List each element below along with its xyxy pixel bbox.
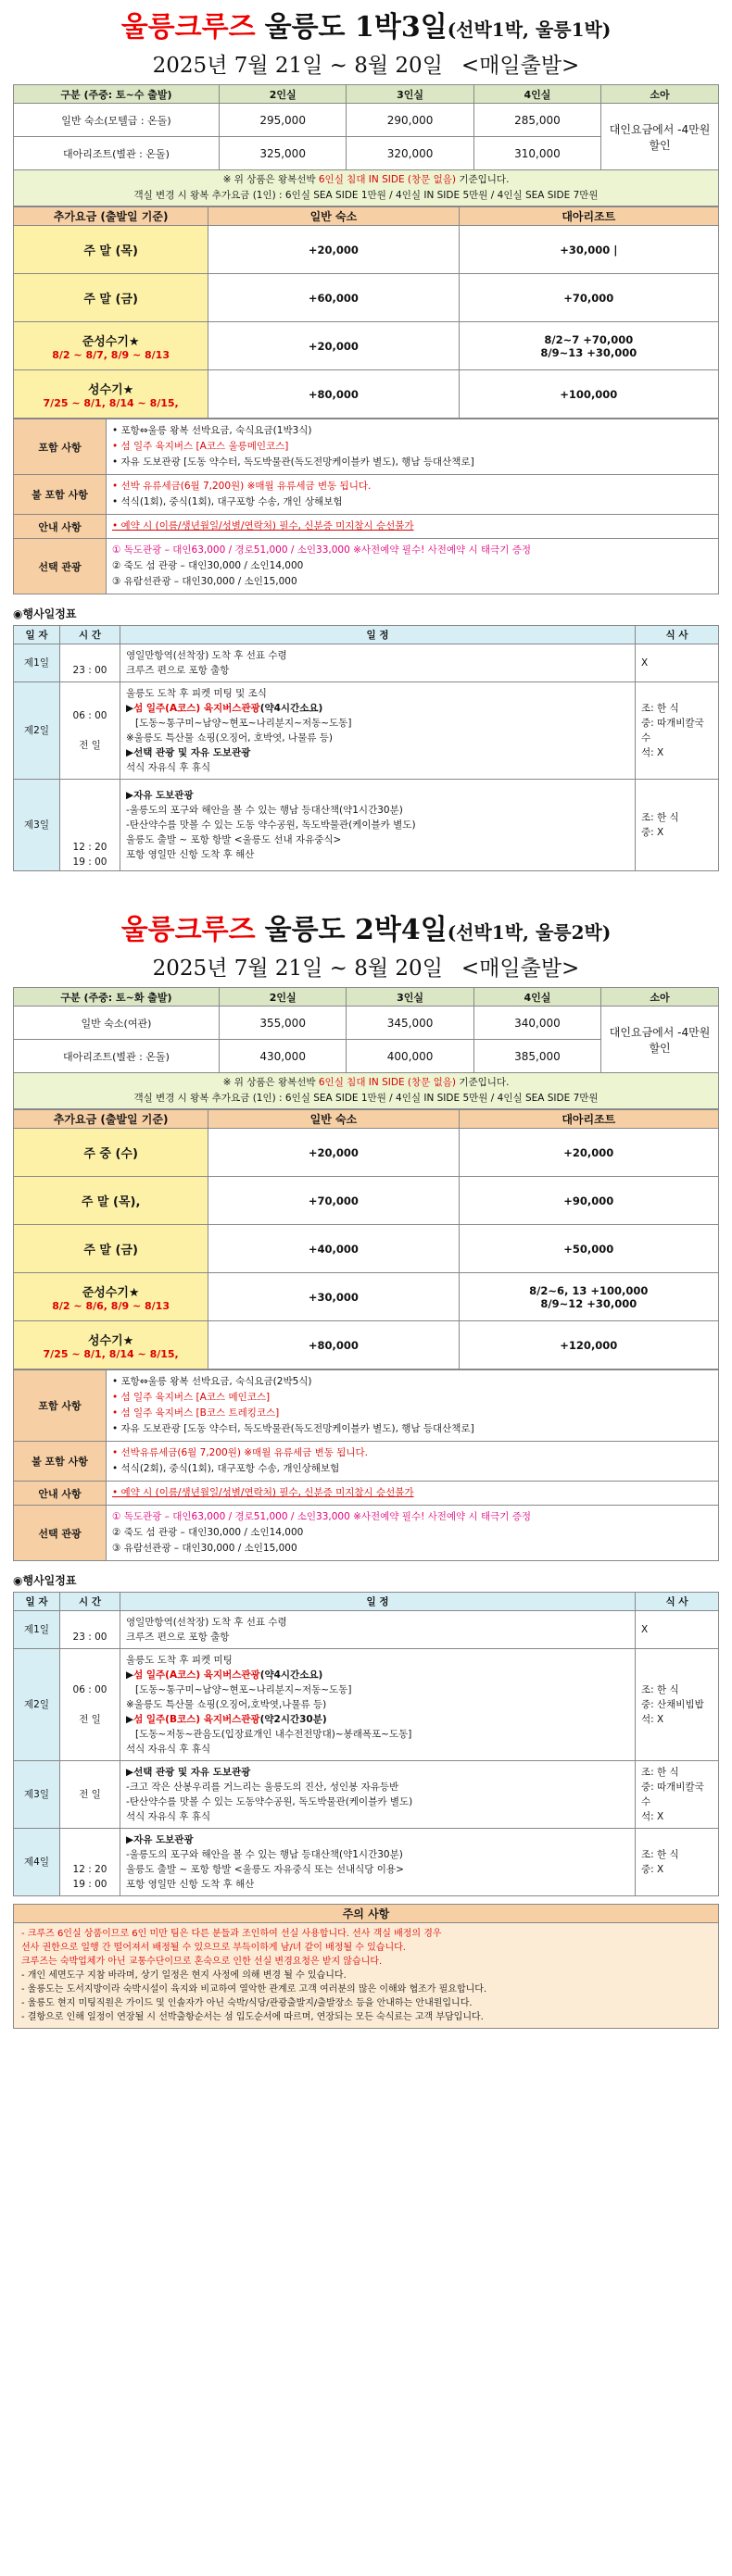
resort-surcharge [459,1321,718,1369]
surcharge-row [14,1225,719,1273]
schedule-table [13,625,719,871]
plan-line: 울릉도 출발 ~ 포항 항발 <울릉도 자유중식 또는 선내식당 이용> [126,1864,404,1875]
exclude-list [107,1442,719,1482]
period-label [14,226,208,274]
room-type: 대아리조트(별관 : 온돌) [14,1040,220,1073]
surcharge-row [14,322,719,370]
resort-line: 8/2~6, 13 +100,000 [529,1283,649,1297]
price-2: 355,000 [219,1007,346,1040]
plan-line: -울릉도의 포구와 해안을 볼 수 있는 행남 등대산책(약1시간30분) [126,805,403,816]
plan-line: ※울릉도 특산물 쇼핑(오징어, 호박엿, 나물류 등) [126,732,333,744]
option-item: ② 죽도 섬 관광 – 대인30,000 / 소인14,000 [112,560,304,571]
room-type: 일반 숙소(여관) [14,1007,220,1040]
day-meal: 조: 한 식 중: X [636,780,719,871]
price-header-cell: 4인실 [473,988,600,1007]
price-header-cell: 구분 (주중: 토~수 출발) [14,85,220,104]
plan-line: 울릉도 도착 후 피켓 미팅 및 조식 [126,688,267,699]
include-item: • 섬 일주 육지버스 [B코스 트레킹코스] [112,1407,280,1419]
schedule-row [14,1649,719,1761]
day-label: 제3일 [14,780,60,871]
schedule-row [14,1829,719,1896]
price-3: 320,000 [347,137,473,170]
price-3: 290,000 [347,104,473,137]
guide-label: 안내 사항 [14,1482,107,1506]
include-item: • 자유 도보관광 [도동 약수터, 독도박물관(독도전망케이블카 별도), 행남 등대산책로] [112,1423,474,1434]
period-label [14,274,208,322]
price-4: 385,000 [473,1040,600,1073]
plan-line: 포항 영일만 신항 도착 후 해산 [126,1879,255,1890]
exclude-item: • 선박 유류세금(6월 7,200원) ※매월 유류세금 변동 됩니다. [112,481,372,492]
plan-line: [도동~저동~관음도(입장료개인 내수전전망대)~봉래폭포~도동] [126,1729,412,1740]
period-name: 주 말 (목), [81,1195,141,1209]
child-note: 대인요금에서 -4만원 할인 [601,1007,719,1073]
include-item: • 포항⇔울릉 왕복 선박요금, 숙식요금(1박3식) [112,425,312,436]
schedule-header: 식 사 [636,626,719,644]
schedule-header: 식 사 [636,1593,719,1611]
plan-line: 영일만항역(선착장) 도착 후 선표 수령 [126,1617,287,1628]
period-name: 주 말 (목) [83,244,138,258]
surcharge-row [14,1273,719,1321]
price-2: 295,000 [219,104,346,137]
price-header-cell: 소아 [601,988,719,1007]
surcharge-row [14,1177,719,1225]
page-title [13,11,719,44]
include-list [107,419,719,475]
schedule-header: 일 정 [120,626,636,644]
schedule-row [14,1761,719,1829]
period-name: 성수기★ [87,1333,134,1348]
notice-post: 기준입니다. [456,174,510,185]
schedule-title: ◉행사일정표 [13,1574,77,1587]
caution-title: 주의 사항 [14,1905,718,1923]
option-label: 선택 관광 [14,1506,107,1561]
notice-surcharge: 객실 변경 시 왕복 추가요금 (1인) : 6인실 SEA SIDE 1만원 / 4인실 IN SIDE 5만원 / 4인실 SEA SIDE 7만원 [133,1093,599,1104]
price-4: 285,000 [473,104,600,137]
price-table [13,84,719,206]
exclude-item: • 석식(1회), 중식(1회), 대구포항 수송, 개인 상해보험 [112,496,343,507]
day-time: 23 : 00 [60,644,120,682]
resort-line: +70,000 [563,291,614,305]
day-time: 23 : 00 [60,1611,120,1649]
child-note: 대인요금에서 -4만원 할인 [601,104,719,170]
include-item: • 섬 일주 육지버스 [A코스 메인코스] [112,1392,271,1403]
day-label: 제1일 [14,1611,60,1649]
plan-line: [도동~통구미~남양~현포~나리분지~저동~도동] [126,718,352,729]
price-3: 400,000 [347,1040,473,1073]
schedule-title: ◉행사일정표 [13,607,77,620]
info-table [13,419,719,594]
resort-line: +30,000 | [560,243,618,256]
plan-line: ▶섬 일주(A코스) 육지버스관광(약4시간소요) [126,1669,323,1681]
resort-line: +100,000 [560,387,618,401]
option-list [107,539,719,594]
plan-line: 영일만항역(선착장) 도착 후 선표 수령 [126,650,287,661]
day-meal: 조: 한 식 중: 따개비칼국수 석: X [636,1761,719,1829]
date-range-text: 2025년 7월 21일 ~ 8월 20일 [152,54,443,78]
period-label [14,1129,208,1177]
day-plan [120,780,636,871]
resort-line: +90,000 [563,1194,614,1207]
general-surcharge: +20,000 [208,1129,459,1177]
price-table [13,987,719,1109]
price-header-cell: 3인실 [347,988,473,1007]
exclude-label: 불 포함 사항 [14,1442,107,1482]
plan-line: ▶섬 일주(A코스) 육지버스관광(약4시간소요) [126,703,323,714]
schedule-header: 시 간 [60,626,120,644]
day-meal: X [636,644,719,682]
exclude-label: 불 포함 사항 [14,475,107,515]
surcharge-row [14,274,719,322]
period-name: 주 말 (금) [83,293,138,306]
brand-name: 울릉크루즈 [120,914,256,946]
include-label: 포함 사항 [14,1370,107,1442]
plan-line: ※울릉도 특산물 쇼핑(오징어,호박엿,나물류 등) [126,1699,327,1710]
day-plan [120,1649,636,1761]
surcharge-header: 일반 숙소 [208,1110,459,1129]
notice-post: 기준입니다. [456,1077,510,1088]
include-label: 포함 사항 [14,419,107,475]
price-header-cell: 2인실 [219,988,346,1007]
brand-name: 울릉크루즈 [120,11,256,44]
resort-surcharge [459,1225,718,1273]
notice-surcharge: 객실 변경 시 왕복 추가요금 (1인) : 6인실 SEA SIDE 1만원 / 4인실 IN SIDE 5만원 / 4인실 SEA SIDE 7만원 [133,190,599,201]
exclude-item: • 석식(2회), 중식(1회), 대구포항 수송, 개인상해보험 [112,1463,340,1474]
room-type: 대아리조트(별관 : 온돌) [14,137,220,170]
surcharge-row [14,226,719,274]
resort-surcharge [459,1273,718,1321]
schedule-header: 일 자 [14,1593,60,1611]
room-type: 일반 숙소(모텔급 : 온돌) [14,104,220,137]
general-surcharge: +80,000 [208,1321,459,1369]
day-plan [120,644,636,682]
general-surcharge: +20,000 [208,226,459,274]
price-header-cell: 소아 [601,85,719,104]
resort-surcharge [459,1177,718,1225]
period-label [14,1273,208,1321]
caution-line: 크루즈는 숙박업체가 아닌 교통수단이므로 혼숙으로 인한 선실 변경요청은 받지 않습니다. [21,1957,383,1967]
resort-line: +50,000 [563,1242,614,1256]
exclude-item: • 선박유류세금(6월 7,200원) ※매월 유류세금 변동 됩니다. [112,1447,369,1458]
plan-line: ▶선택 관광 및 자유 도보관광 [126,1767,251,1778]
day-plan [120,1611,636,1649]
plan-line: [도동~통구미~남양~현포~나리분지~저동~도동] [126,1684,352,1695]
guide-item: • 예약 시 (이름/생년월일/성별/연락처) 필수, 신분증 미지참시 승선불가 [112,1487,414,1498]
price-2: 430,000 [219,1040,346,1073]
date-range [13,951,719,982]
caution-line: - 크루즈 6인실 상품이므로 6인 미만 팀은 다른 분들과 조인하여 선실 사용합니다. 선사 객실 배정의 경우 [21,1929,442,1939]
day-time: 전 일 [60,1761,120,1829]
period-name: 주 말 (금) [83,1244,138,1257]
price-row [14,1007,719,1040]
caution-box [13,1904,719,2029]
period-label [14,322,208,370]
daily-departure: <매일출발> [461,957,580,981]
resort-line: 8/9~12 +30,000 [540,1296,637,1310]
option-item: ③ 유람선관광 – 대인30,000 / 소인15,000 [112,1543,297,1554]
notice [14,170,719,206]
schedule-header: 일 자 [14,626,60,644]
day-time: 12 : 20 19 : 00 [60,780,120,871]
plan-line: ▶선택 관광 및 자유 도보관광 [126,747,251,758]
option-item: ② 죽도 섬 관광 – 대인30,000 / 소인14,000 [112,1527,304,1538]
period-dates: 8/2 ~ 8/7, 8/9 ~ 8/13 [52,348,170,361]
exclude-list [107,475,719,515]
price-2: 325,000 [219,137,346,170]
guide-text [107,515,719,539]
period-dates: 7/25 ~ 8/1, 8/14 ~ 8/15, [43,1347,179,1360]
resort-surcharge [459,226,718,274]
plan-line: -크고 작은 산봉우리를 거느리는 울릉도의 진산, 성인봉 자유등반 [126,1782,399,1793]
surcharge-header: 추가요금 (출발일 기준) [14,1110,208,1129]
notice-pre: ※ 위 상품은 왕복선박 [222,174,319,185]
period-label [14,1225,208,1273]
period-label [14,1177,208,1225]
plan-line: 크루즈 편으로 포항 출항 [126,1632,230,1643]
plan-line: 포항 영일만 신항 도착 후 해산 [126,849,255,860]
period-dates: 7/25 ~ 8/1, 8/14 ~ 8/15, [43,396,179,409]
info-table [13,1369,719,1561]
plan-line: ▶자유 도보관광 [126,1834,194,1845]
include-list [107,1370,719,1442]
option-item: ① 독도관광 – 대인63,000 / 경로51,000 / 소인33,000 ※사전예약 필수! 사전예약 시 태극기 증정 [112,544,532,556]
surcharge-header: 추가요금 (출발일 기준) [14,207,208,226]
plan-line: ▶자유 도보관광 [126,790,194,801]
day-meal: 조: 한 식 중: X [636,1829,719,1896]
price-4: 340,000 [473,1007,600,1040]
schedule-row [14,1611,719,1649]
tour-title: 울릉도 1박3일 [264,11,448,44]
day-meal: X [636,1611,719,1649]
price-3: 345,000 [347,1007,473,1040]
price-header-cell: 3인실 [347,85,473,104]
plan-line: 크루즈 편으로 포항 출항 [126,665,230,676]
notice-red: 6인실 침대 IN SIDE (창문 없음) [318,1077,457,1088]
day-label: 제2일 [14,1649,60,1761]
guide-item: • 예약 시 (이름/생년월일/성별/연락처) 필수, 신분증 미지참시 승선불가 [112,520,414,531]
plan-line: 석식 자유식 후 휴식 [126,1744,211,1755]
page-title [13,914,719,947]
include-item: • 자유 도보관광 [도동 약수터, 독도박물관(독도전망케이블카 별도), 행남 등대산책로] [112,456,474,468]
surcharge-table [13,206,719,419]
notice [14,1073,719,1109]
day-time: 06 : 00 전 일 [60,682,120,780]
caution-line: - 결항으로 인해 일정이 연장될 시 선박출항순서는 섬 입도순서에 따르며, 연장되는 모든 숙식료는 고객 부담입니다. [21,2012,484,2022]
schedule-row [14,682,719,780]
period-label [14,1321,208,1369]
day-label: 제4일 [14,1829,60,1896]
period-label [14,370,208,419]
resort-line: +120,000 [560,1338,618,1352]
guide-label: 안내 사항 [14,515,107,539]
surcharge-header: 일반 숙소 [208,207,459,226]
period-name: 성수기★ [87,382,134,397]
general-surcharge: +40,000 [208,1225,459,1273]
plan-line: -울릉도의 포구와 해안을 볼 수 있는 행남 등대산책(약1시간30분) [126,1849,403,1860]
day-label: 제3일 [14,1761,60,1829]
period-name: 주 중 (수) [83,1147,138,1161]
price-4: 310,000 [473,137,600,170]
option-label: 선택 관광 [14,539,107,594]
resort-surcharge [459,274,718,322]
price-header-cell: 4인실 [473,85,600,104]
plan-line: 울릉도 출발 ~ 포항 항발 <울릉도 선내 자유중식> [126,834,342,845]
schedule-row [14,644,719,682]
option-item: ① 독도관광 – 대인63,000 / 경로51,000 / 소인33,000 ※사전예약 필수! 사전예약 시 태극기 증정 [112,1511,532,1522]
schedule-table [13,1592,719,1896]
caution-line: - 울릉도 현지 미팅직원은 가이드 및 인솔자가 아닌 숙박/식당/관광출발지/출발장소 등을 안내하는 안내원입니다. [21,1998,473,2008]
general-surcharge: +80,000 [208,370,459,419]
plan-line: 울릉도 도착 후 피켓 미팅 [126,1655,233,1666]
guide-text [107,1482,719,1506]
day-time: 12 : 20 19 : 00 [60,1829,120,1896]
caution-body [14,1923,718,2028]
period-name: 준성수기★ [82,1285,140,1300]
caution-line: 선사 권한으로 일행 간 떨어져서 배정될 수 있으므로 부득이하게 남/녀 같이 배정될 수 있습니다. [21,1943,406,1953]
resort-line: 8/2~7 +70,000 [544,332,634,346]
period-dates: 8/2 ~ 8/6, 8/9 ~ 8/13 [52,1299,170,1312]
plan-line: 석식 자유식 후 휴식 [126,1811,211,1822]
tour-title: 울릉도 2박4일 [264,914,448,946]
plan-line: 석식 자유식 후 휴식 [126,762,211,773]
general-surcharge: +30,000 [208,1273,459,1321]
price-header-cell: 구분 (주중: 토~화 출발) [14,988,220,1007]
surcharge-header: 대아리조트 [459,207,718,226]
plan-line: ▶섬 일주(B코스) 육지버스관광(약2시간30분) [126,1714,327,1725]
tour-subtitle: (선박1박, 울릉1박) [447,19,612,41]
date-range [13,48,719,79]
option-item: ③ 유람선관광 – 대인30,000 / 소인15,000 [112,576,297,587]
surcharge-row [14,1321,719,1369]
include-item: • 섬 일주 육지버스 [A코스 울릉메인코스] [112,441,289,452]
resort-line: 8/9~13 +30,000 [540,345,637,359]
notice-pre: ※ 위 상품은 왕복선박 [222,1077,319,1088]
surcharge-header: 대아리조트 [459,1110,718,1129]
price-row [14,104,719,137]
price-header-cell: 2인실 [219,85,346,104]
caution-line: - 울릉도는 도서지방이라 숙박시설이 육지와 비교하여 열악한 관계로 고객 여러분의 많은 이해와 협조가 필요합니다. [21,1984,487,1995]
surcharge-table [13,1109,719,1369]
resort-surcharge [459,322,718,370]
daily-departure: <매일출발> [461,54,580,78]
option-list [107,1506,719,1561]
day-meal: 조: 한 식 중: 산채비빔밥 석: X [636,1649,719,1761]
schedule-row [14,780,719,871]
surcharge-row [14,370,719,419]
day-meal: 조: 한 식 중: 따개비칼국수 석: X [636,682,719,780]
general-surcharge: +20,000 [208,322,459,370]
general-surcharge: +70,000 [208,1177,459,1225]
schedule-header: 시 간 [60,1593,120,1611]
general-surcharge: +60,000 [208,274,459,322]
resort-surcharge [459,370,718,419]
day-time: 06 : 00 전 일 [60,1649,120,1761]
day-plan [120,682,636,780]
surcharge-row [14,1129,719,1177]
resort-line: +20,000 [563,1145,614,1159]
date-range-text: 2025년 7월 21일 ~ 8월 20일 [152,957,443,981]
plan-line: -탄산약수를 맛볼 수 있는 도동약수공원, 독도박물관(케이블카 별도) [126,1796,413,1807]
notice-red: 6인실 침대 IN SIDE (창문 없음) [318,174,457,185]
resort-surcharge [459,1129,718,1177]
caution-line: - 개인 세면도구 지참 바라며, 상기 일정은 현지 사정에 의해 변경 될 수 있습니다. [21,1970,347,1981]
day-plan [120,1829,636,1896]
include-item: • 포항⇔울릉 왕복 선박요금, 숙식요금(2박5식) [112,1376,312,1387]
plan-line: -탄산약수를 맛볼 수 있는 도동 약수공원, 독도박물관(케이블카 별도) [126,819,416,831]
schedule-header: 일 정 [120,1593,636,1611]
tour-subtitle: (선박1박, 울릉2박) [447,921,612,944]
period-name: 준성수기★ [82,334,140,349]
day-label: 제2일 [14,682,60,780]
day-plan [120,1761,636,1829]
day-label: 제1일 [14,644,60,682]
